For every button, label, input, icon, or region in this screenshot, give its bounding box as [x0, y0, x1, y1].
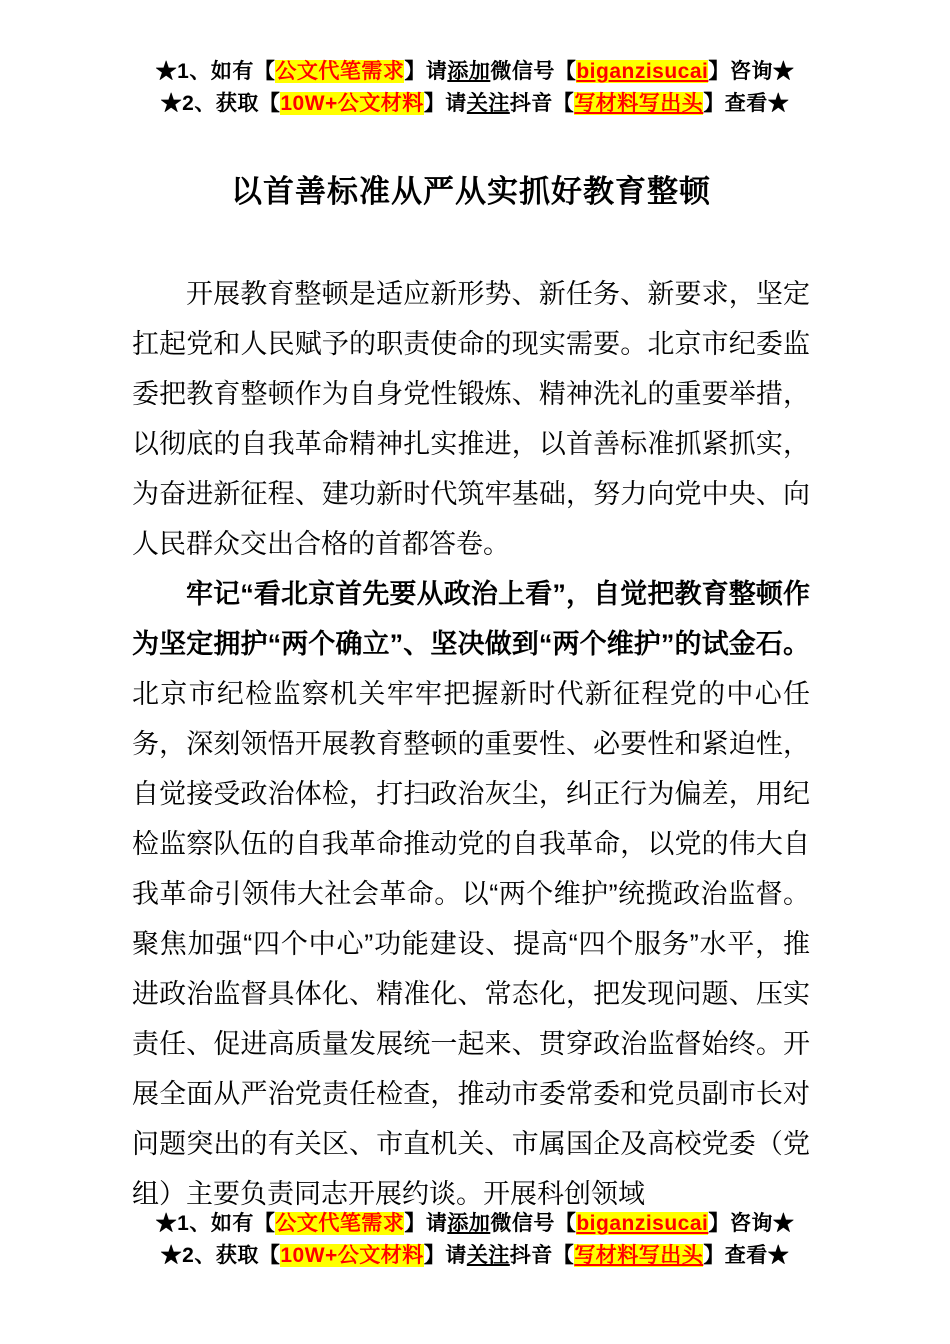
promo-line2-underline-follow: 关注: [466, 92, 510, 115]
promo-line1-highlight-service: 公文代笔需求: [275, 1212, 405, 1235]
promo-line2-mid2: 抖音【: [509, 1244, 575, 1267]
promo-line1-underline-add: 添加: [447, 60, 491, 83]
promo-line1-prefix: ★1、如有【: [155, 1212, 276, 1235]
promo-line2-highlight-materials: 10W+公文材料: [280, 1244, 424, 1267]
promo-line2-douyin-id: 写材料写出头: [574, 1244, 704, 1267]
promo-line2-mid1: 】请: [423, 92, 467, 115]
promo-line2-prefix: ★2、获取【: [160, 1244, 281, 1267]
promo-line1-mid2: 微信号【: [490, 60, 577, 83]
promo-line2-underline-follow: 关注: [466, 1244, 510, 1267]
promo-banner-bottom: [0, 1208, 950, 1272]
promo-line1-wechat-id: biganzisucai: [576, 60, 709, 83]
paragraph-1-text: 开展教育整顿是适应新形势、新任务、新要求，坚定扛起党和人民赋予的职责使命的现实需要。北京市纪委监委把教育整顿作为自身党性锻炼、精神洗礼的重要举措，以彻底的自我革命精神扎实推进，以首善标准抓紧抓实，为奋进新征程、建功新时代筑牢基础，努力向党中央、向人民群众交出合格的首都答卷。: [132, 279, 810, 559]
paragraph-2: [132, 569, 810, 1219]
promo-line1-underline-add: 添加: [447, 1212, 491, 1235]
paragraph-2-text: 北京市纪检监察机关牢牢把握新时代新征程党的中心任务，深刻领悟开展教育整顿的重要性、必要性和紧迫性，自觉接受政治体检，打扫政治灰尘，纠正行为偏差，用纪检监察队伍的自我革命推动党的自我革命，以党的伟大自我革命引领伟大社会革命。以“两个维护”统揽政治监督。聚焦加强“四个中心”功能建设、提高“四个服务”水平，推进政治监督具体化、精准化、常态化，把发现问题、压实责任、促进高质量发展统一起来、贯穿政治监督始终。开展全面从严治党责任检查，推动市委常委和党员副市长对问题突出的有关区、市直机关、市属国企及高校党委（党组）主要负责同志开展约谈。开展科创领域: [132, 679, 810, 1209]
paragraph-2-bold-lead: 牢记“看北京首先要从政治上看”，自觉把教育整顿作为坚定拥护“两个确立”、坚决做到“两个维护”的试金石。: [132, 579, 810, 659]
promo-line2-mid2: 抖音【: [509, 92, 575, 115]
promo-line1-mid2: 微信号【: [490, 1212, 577, 1235]
promo-banner-top: [0, 56, 950, 120]
promo-bottom-line-1: [0, 1208, 950, 1240]
promo-top-line-1: [0, 56, 950, 88]
promo-line1-suffix: 】咨询★: [708, 1212, 795, 1235]
promo-bottom-line-2: [0, 1240, 950, 1272]
promo-line1-wechat-id: biganzisucai: [576, 1212, 709, 1235]
promo-line1-prefix: ★1、如有【: [155, 60, 276, 83]
promo-line1-suffix: 】咨询★: [708, 60, 795, 83]
document-body: [132, 269, 810, 1219]
document-title: 以首善标准从严从实抓好教育整顿: [231, 174, 711, 209]
promo-line2-highlight-materials: 10W+公文材料: [280, 92, 424, 115]
promo-line2-suffix: 】查看★: [703, 1244, 790, 1267]
promo-line1-highlight-service: 公文代笔需求: [275, 60, 405, 83]
paragraph-1: [132, 269, 810, 569]
promo-top-line-2: [0, 88, 950, 120]
promo-line1-mid1: 】请: [404, 1212, 448, 1235]
promo-line2-douyin-id: 写材料写出头: [574, 92, 704, 115]
promo-line2-prefix: ★2、获取【: [160, 92, 281, 115]
promo-line2-mid1: 】请: [423, 1244, 467, 1267]
promo-line2-suffix: 】查看★: [703, 92, 790, 115]
promo-line1-mid1: 】请: [404, 60, 448, 83]
